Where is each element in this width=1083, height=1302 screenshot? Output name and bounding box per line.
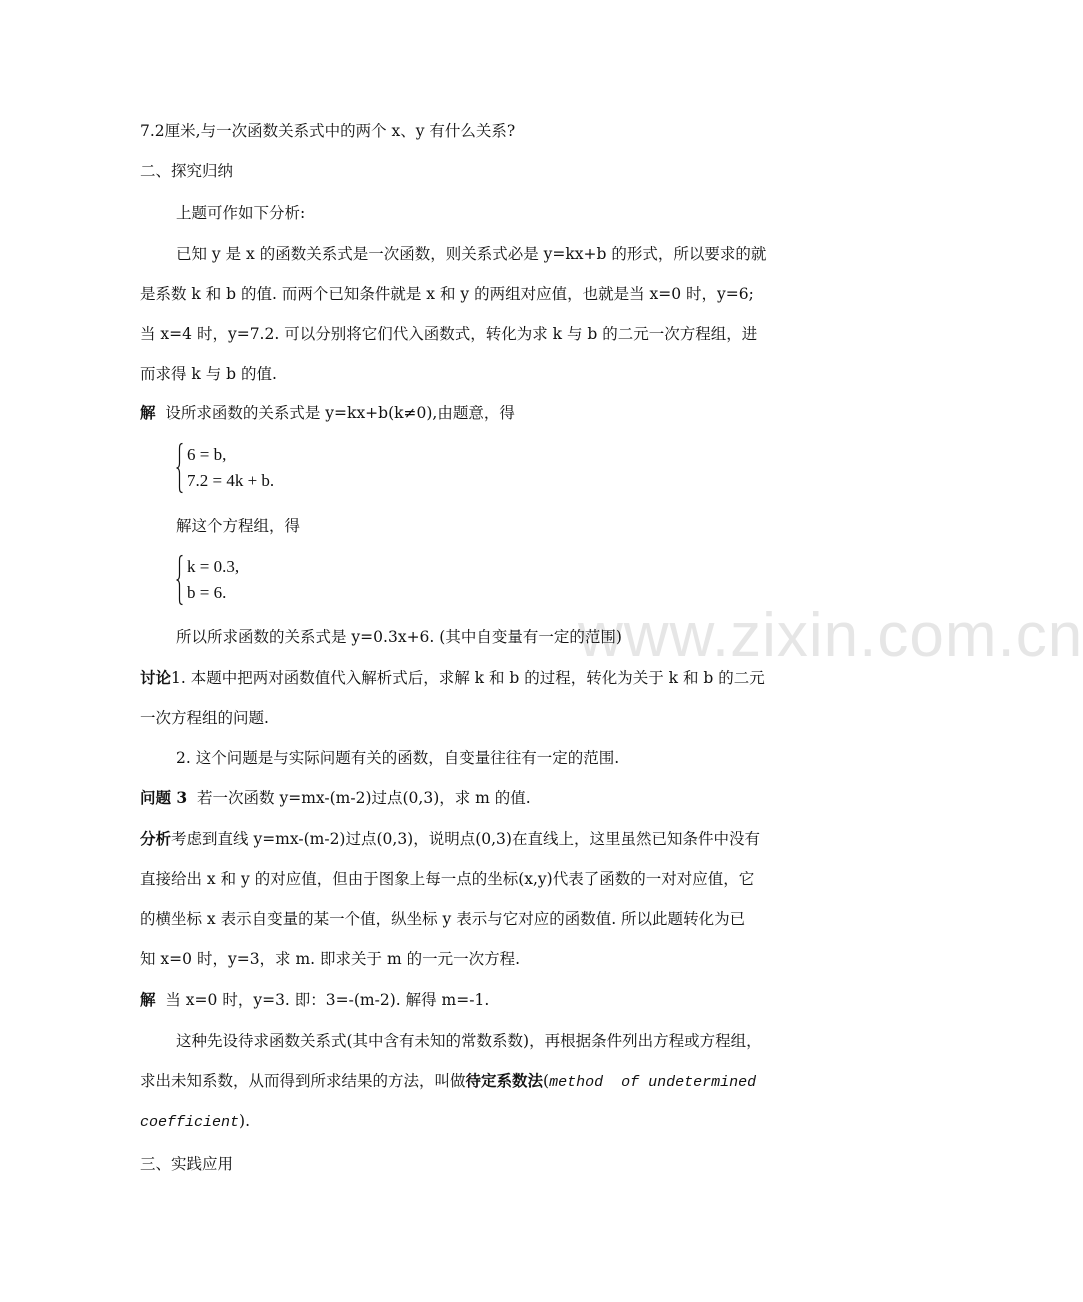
paragraph-line: 上题可作如下分析: xyxy=(176,204,306,222)
question-line xyxy=(140,788,531,808)
paragraph-line: 这种先设待求函数关系式(其中含有未知的常数系数)，再根据条件列出方程或方程组， xyxy=(176,1032,762,1050)
solution-line xyxy=(140,990,489,1010)
brace-icon xyxy=(176,555,183,605)
analysis-line xyxy=(140,829,760,849)
discussion-text: 1. 本题中把两对函数值代入解析式后，求解 k 和 b 的过程，转化为关于 k 和 b 的二元 xyxy=(171,669,765,687)
english-term: coefficient xyxy=(140,1114,240,1131)
equation-row: k = 0.3, xyxy=(187,557,240,576)
solution-line xyxy=(140,403,515,423)
paragraph-line: 一次方程组的问题. xyxy=(140,709,269,727)
solution-label: 解 xyxy=(140,403,156,422)
term-bold: 待定系数法 xyxy=(465,1071,544,1090)
text-run: 求出未知系数，从而得到所求结果的方法，叫做 xyxy=(140,1072,466,1090)
solution-text: 设所求函数的关系式是 y=kx+b(k≠0),由题意，得 xyxy=(165,404,515,422)
english-term: method of undetermined xyxy=(549,1074,757,1091)
paragraph-line: 的横坐标 x 表示自变量的某一个值，纵坐标 y 表示与它对应的函数值. 所以此题转化为已 xyxy=(140,910,746,928)
equation-row: 6 = b, xyxy=(187,445,227,464)
analysis-label: 分析 xyxy=(140,829,172,848)
paragraph-line: 是系数 k 和 b 的值. 而两个已知条件就是 x 和 y 的两组对应值，也就是当 x=0 时，y=6; xyxy=(140,285,754,303)
equation-system-1 xyxy=(176,443,376,495)
paragraph-line: 已知 y 是 x 的函数关系式是一次函数，则关系式必是 y=kx+b 的形式，所以要求的就 xyxy=(176,245,767,263)
text-line: 7.2厘米,与一次函数关系式中的两个 x、y 有什么关系? xyxy=(140,122,516,140)
text-run: ). xyxy=(239,1112,251,1130)
discussion-line xyxy=(140,668,765,688)
paragraph-line: 而求得 k 与 b 的值. xyxy=(140,365,277,383)
equation-row: 7.2 = 4k + b. xyxy=(187,471,275,490)
solution-text: 当 x=0 时，y=3. 即：3=-(m-2). 解得 m=-1. xyxy=(165,991,490,1009)
text-run: ( xyxy=(543,1072,550,1090)
question-label: 问题 3 xyxy=(140,788,188,807)
discussion-label: 讨论 xyxy=(140,668,172,687)
paragraph-line: 解这个方程组，得 xyxy=(176,517,301,535)
analysis-text: 考虑到直线 y=mx-(m-2)过点(0,3)，说明点(0,3)在直线上，这里虽然已知条件中没有 xyxy=(171,830,760,848)
paragraph-line: 直接给出 x 和 y 的对应值，但由于图象上每一点的坐标(x,y)代表了函数的一对对应值，它 xyxy=(140,870,755,888)
paragraph-line: 当 x=4 时，y=7.2. 可以分别将它们代入函数式，转化为求 k 与 b 的二元一次方程组，进 xyxy=(140,325,758,343)
paragraph-line: 知 x=0 时，y=3，求 m. 即求关于 m 的一元一次方程. xyxy=(140,950,521,968)
paragraph-line xyxy=(140,1111,250,1133)
equation-system-2 xyxy=(176,555,376,607)
section-heading: 二、探究归纳 xyxy=(140,162,234,180)
paragraph-line: 所以所求函数的关系式是 y=0.3x+6. (其中自变量有一定的范围) xyxy=(176,628,622,646)
section-heading: 三、实践应用 xyxy=(140,1155,234,1173)
equation-row: b = 6. xyxy=(187,583,227,602)
brace-icon xyxy=(176,443,183,493)
watermark: www.zixin.com.cn xyxy=(578,601,1083,670)
solution-label: 解 xyxy=(140,990,156,1009)
question-text: 若一次函数 y=mx-(m-2)过点(0,3)，求 m 的值. xyxy=(197,789,531,807)
paragraph-line: 2. 这个问题是与实际问题有关的函数，自变量往往有一定的范围. xyxy=(176,749,620,767)
paragraph-line xyxy=(140,1071,756,1093)
